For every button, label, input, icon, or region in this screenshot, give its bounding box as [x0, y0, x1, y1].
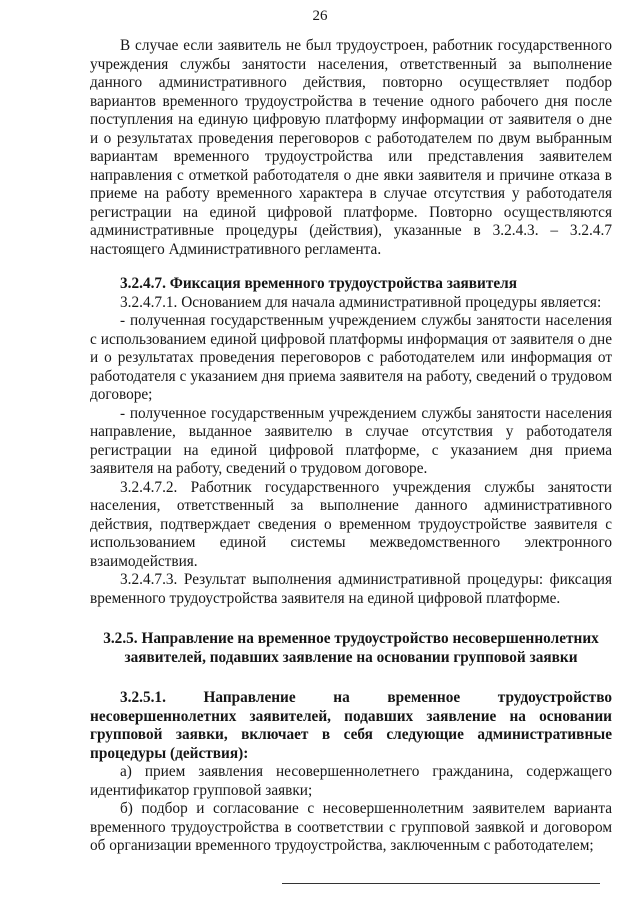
page-number: 26	[312, 8, 328, 24]
paragraph-3-2-4-7-2: 3.2.4.7.2. Работник государственного учреждения службы занятости населения, ответственный за выполнение данного административного действия, подтверждает сведения о временном трудоустройстве заявителя с использованием единой системы межведомственного электронного взаимодействия.	[90, 478, 612, 570]
paragraph-3-2-4-7-3: 3.2.4.7.3. Результат выполнения административной процедуры: фиксация временного трудоустройства заявителя на единой цифровой платформе.	[90, 571, 612, 607]
paragraph-3-2-5-1: 3.2.5.1. Направление на временное трудоустройство несовершеннолетних заявителей, подавших заявление на основании групповой заявки, включает в себя следующие административные процедуры (действия):	[90, 689, 612, 762]
paragraph-repeat-selection: В случае если заявитель не был трудоустроен, работник государственного учреждения службы занятости населения, ответственный за выполнение данного административного действия, повторно осуществляет подбор вариантов временного трудоустройства в течение одного рабочего дня после поступления на единую цифровую платформу информации от заявителя о дне и о результатах проведения переговоров с работодателем по двум выбранным вариантам временного трудоустройства или представления заявителем направления с отметкой работодателя о дне явки заявителя и причине отказа в приеме на работу временного характера в случае отсутствия у работодателя регистрации на единой цифровой платформе. Повторно осуществляются административные процедуры (действия), указанные в 3.2.4.3. – 3.2.4.7 настоящего Административного регламента.	[90, 37, 612, 258]
document-body	[90, 37, 612, 856]
subsection-heading-3-2-4-7: 3.2.4.7. Фиксация временного трудоустройства заявителя	[120, 275, 518, 292]
footer-rule	[282, 883, 600, 884]
paragraph-3-2-4-7-1: 3.2.4.7.1. Основанием для начала административной процедуры является:	[120, 293, 602, 311]
list-item-b: б) подбор и согласование с несовершеннолетним заявителем варианта временного трудоустройства в соответствии с групповой заявкой и договором об организации временного трудоустройства, заключенным с работодателем;	[90, 800, 612, 854]
list-item-info-received: - полученная государственным учреждением службы занятости населения с использованием единой цифровой платформы информация от заявителя о дне и о результатах проведения переговоров с работодателем или информация от работодателя с указанием дня приема заявителя на работу, сведений о трудовом договоре;	[90, 312, 612, 403]
list-item-referral-received: - полученное государственным учреждением службы занятости населения направление, выданное заявителю в случае отсутствия у работодателя регистрации на единой цифровой платформе, с указанием дня приема заявителя на работу, сведений о трудовом договоре.	[90, 404, 612, 477]
section-heading-3-2-5: 3.2.5. Направление на временное трудоустройство несовершеннолетних заявителей, подавших заявление на основании групповой заявки	[103, 630, 599, 666]
list-item-a: а) прием заявления несовершеннолетнего гражданина, содержащего идентификатор групповой заявки;	[90, 763, 612, 799]
